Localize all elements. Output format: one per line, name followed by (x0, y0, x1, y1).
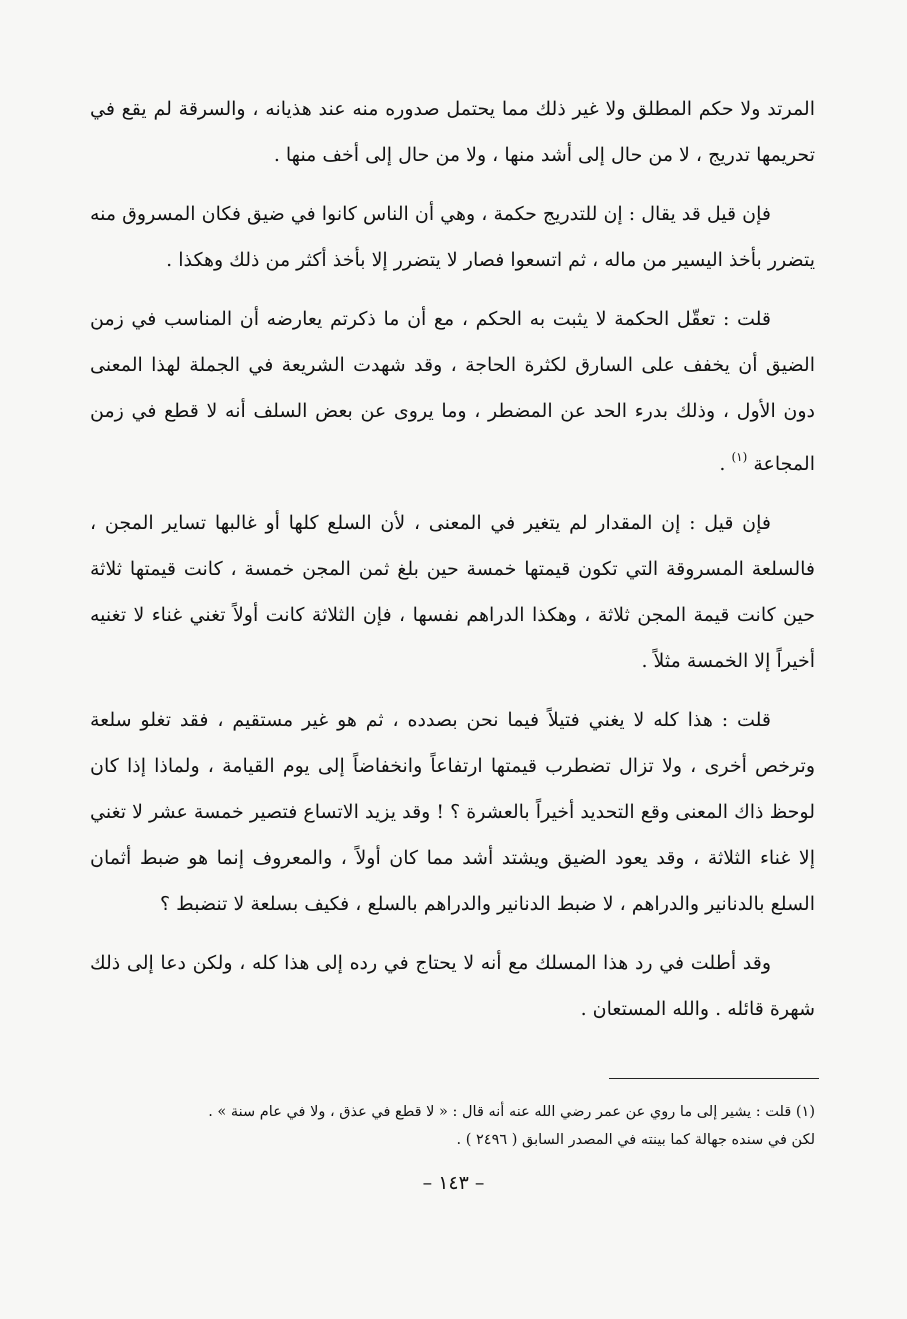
paragraph-2: فإن قيل قد يقال : إن للتدريج حكمة ، وهي أن الناس كانوا في ضيق فكان المسروق منه يتضرر بأخذ اليسير من ماله ، ثم اتسعوا فصار لا يتضرر إلا بأخذ أكثر من ذلك وهكذا . (90, 203, 815, 271)
footnote (90, 1098, 815, 1154)
paragraph-3 (90, 296, 815, 487)
paragraph-3-end: . (719, 453, 732, 475)
footnote-separator (609, 1078, 819, 1079)
main-text (90, 86, 815, 1045)
paragraph-4: فإن قيل : إن المقدار لم يتغير في المعنى ، لأن السلع كلها أو غالبها تساير المجن ، فالسلعة المسروقة التي تكون قيمتها خمسة حين بلغ ثمن المجن خمسة ، كانت قيمتها ثلاثة حين كانت قيمة المجن ثلاثة ، وهكذا الدراهم نفسها ، فإن الثلاثة كانت أولاً تغني غناء لا تغنيه أخيراً إلا الخمسة مثلاً . (90, 512, 815, 672)
footnote-line-1: (١) قلت : يشير إلى ما روي عن عمر رضي الله عنه أنه قال : « لا قطع في عذق ، ولا في عام سنة » . (208, 1104, 815, 1120)
paragraph-3-text: قلت : تعقّل الحكمة لا يثبت به الحكم ، مع أن ما ذكرتم يعارضه أن المناسب في زمن الضيق أن يخفف على السارق لكثرة الحاجة ، وقد شهدت الشريعة في الجملة لهذا المعنى دون الأول ، وذلك بدرء الحد عن المضطر ، وما يروى عن بعض السلف أنه لا قطع في زمن المجاعة (90, 308, 815, 475)
page-number: – ١٤٣ – (422, 1172, 485, 1194)
footnote-line-2: لكن في سنده جهالة كما بينته في المصدر السابق ( ٢٤٩٦ ) . (456, 1132, 815, 1148)
paragraph-6: وقد أطلت في رد هذا المسلك مع أنه لا يحتاج في رده إلى هذا كله ، ولكن دعا إلى ذلك شهرة قائله . والله المستعان . (90, 952, 815, 1020)
paragraph-1: المرتد ولا حكم المطلق ولا غير ذلك مما يحتمل صدوره منه عند هذيانه ، والسرقة لم يقع في تحريمها تدريج ، لا من حال إلى أشد منها ، ولا من حال إلى أخف منها . (90, 98, 815, 166)
footnote-reference: (١) (731, 450, 748, 464)
paragraph-5: قلت : هذا كله لا يغني فتيلاً فيما نحن بصدده ، ثم هو غير مستقيم ، فقد تغلو سلعة وترخص أخرى ، ولا تزال تضطرب قيمتها ارتفاعاً وانخفاضاً إلى يوم القيامة ، ولماذا إذا كان لوحظ ذاك المعنى وقع التحديد أخيراً بالعشرة ؟ ! وقد يزيد الاتساع فتصير خمسة عشر لا تغني إلا غناء الثلاثة ، وقد يعود الضيق ويشتد أشد مما كان أولاً ، والمعروف إنما هو ضبط أثمان السلع بالدنانير والدراهم ، لا ضبط الدنانير والدراهم بالسلع ، فكيف بسلعة لا تنضبط ؟ (90, 709, 815, 915)
